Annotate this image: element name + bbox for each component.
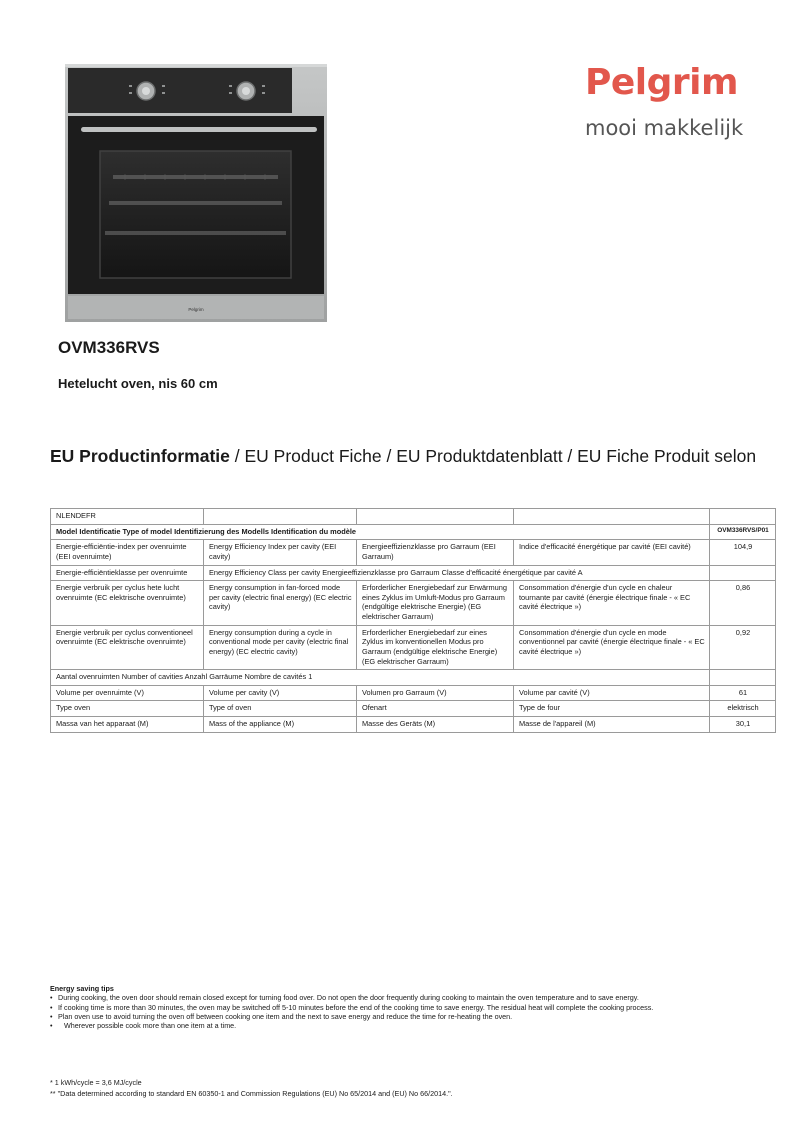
cell-nl: Energie verbruik per cyclus hete lucht ovenruimte (EC elektrische ovenruimte) [51,581,204,626]
table-row [51,540,776,565]
list-item [50,1021,700,1030]
model-identification-value: OVM336RVS/P01 [710,524,776,540]
cell-fr: Volume par cavité (V) [514,685,710,701]
table-row [51,717,776,733]
cell-fr: Consommation d'énergie d'un cycle en chaleur tournante par cavité (énergie électrique finale - « EC cavité électrique ») [514,581,710,626]
table-row [51,625,776,670]
cell-nl: Energie-efficiëntieklasse per ovenruimte [51,565,204,581]
heading-rest: / EU Product Fiche / EU Produktdatenblatt / EU Fiche Produit selon [229,446,757,466]
cell-en: Type of oven [204,701,357,717]
footnote: * 1 kWh/cycle = 3,6 MJ/cycle [50,1078,142,1087]
table-row [51,685,776,701]
language-codes-cell: NLENDEFR [51,509,204,525]
cell-de: Masse des Geräts (M) [357,717,514,733]
cell-fr: Masse de l'appareil (M) [514,717,710,733]
cell-de: Erforderlicher Energiebedarf zur eines Zyklus im konventionellen Modus pro Garraum (endgültige elektrische Energie) (EG elektrischer Garraum) [357,625,514,670]
door-window [100,151,291,278]
bullet-icon: • [50,1021,53,1031]
list-item [50,1012,700,1021]
bullet-icon: • [50,1002,53,1012]
cell-de: Volumen pro Garraum (V) [357,685,514,701]
cell-value: 104,9 [710,540,776,565]
table-row [51,524,776,540]
table-row [51,565,776,581]
cell-de: Ofenart [357,701,514,717]
cell-de: Energieeffizienzklasse pro Garraum (EEI Garraum) [357,540,514,565]
oven-brand-mark: Pelgrim [188,307,204,312]
table-row [51,581,776,626]
cell-value: 61 [710,685,776,701]
logo-wordmark: Pelgrim [585,62,739,103]
cell-en: Energy consumption in fan-forced mode per cavity (electric final energy) (EC electric cavity) [204,581,357,626]
cell-nl: Energie verbruik per cyclus conventioneel ovenruimte (EC elektrische ovenruimte) [51,625,204,670]
model-identification-label: Model Identificatie Type of model Identifizierung des Modells Identification du modèle [51,524,710,540]
brand-logo [583,62,748,142]
cell-nl: Massa van het apparaat (M) [51,717,204,733]
cell-nl: Volume per ovenruimte (V) [51,685,204,701]
tip-text: During cooking, the oven door should remain closed except for turning food over. Do not open the door frequently during cooking to maintain the oven temperature and to save energy. [58,993,639,1003]
table-row [51,509,776,525]
cell-merged: Energy Efficiency Class per cavity Energieeffizienzklasse pro Garraum Classe d'efficacité énergétique par cavité A [204,565,710,581]
list-item [50,993,700,1002]
door-handle [81,127,317,132]
footnotes [50,1078,650,1100]
product-description: Hetelucht oven, nis 60 cm [58,376,218,391]
cell-fr: Indice d'efficacité énergétique par cavité (EEI cavité) [514,540,710,565]
footnote: ** "Data determined according to standard EN 60350-1 and Commission Regulations (EU) No 65/2014 and (EU) No 66/2014.". [50,1088,453,1098]
cell-value: 0,92 [710,625,776,670]
cell-merged: Aantal ovenruimten Number of cavities Anzahl Garräume Nombre de cavités 1 [51,670,710,686]
section-heading [50,446,756,467]
heading-bold: EU Productinformatie [50,446,230,466]
list-item [50,1003,700,1012]
tip-text: Wherever possible cook more than one item at a time. [58,1021,237,1031]
bullet-icon: • [50,993,53,1003]
model-title: OVM336RVS [58,338,160,357]
bullet-icon: • [50,1012,53,1022]
cell-en: Volume per cavity (V) [204,685,357,701]
cell-en: Energy Efficiency Index per cavity (EEI cavity) [204,540,357,565]
energy-saving-tips [50,984,700,1031]
logo-tagline: mooi makkelijk [585,116,744,140]
table-row [51,670,776,686]
cell-de: Erforderlicher Energiebedarf zur Erwärmung eines Zyklus im Umluft-Modus pro Garraum (endgültige elektrische Energie) (EG elektrischer Garraum) [357,581,514,626]
oven-product-image [65,64,327,322]
product-fiche-table [50,508,776,733]
cell-fr: Type de four [514,701,710,717]
cell-value: 30,1 [710,717,776,733]
cell-en: Mass of the appliance (M) [204,717,357,733]
table-row [51,701,776,717]
cell-nl: Energie-efficiëntie-index per ovenruimte (EEI ovenruimte) [51,540,204,565]
cell-value: elektrisch [710,701,776,717]
tips-title: Energy saving tips [50,984,114,993]
cell-nl: Type oven [51,701,204,717]
tip-text: Plan oven use to avoid turning the oven off between cooking one item and the next to save energy and reduce the time for re-heating the oven. [58,1012,513,1022]
cell-value: 0,86 [710,581,776,626]
cell-en: Energy consumption during a cycle in conventional mode per cavity (electric final energy) (EC electric cavity) [204,625,357,670]
tip-text: If cooking time is more than 30 minutes, the oven may be switched off 5-10 minutes before the end of the cooking time to save energy. The residual heat will complete the cooking process. [58,1002,654,1012]
cell-fr: Consommation d'énergie d'un cycle en mode conventionnel par cavité (énergie électrique finale - « EC cavité électrique ») [514,625,710,670]
